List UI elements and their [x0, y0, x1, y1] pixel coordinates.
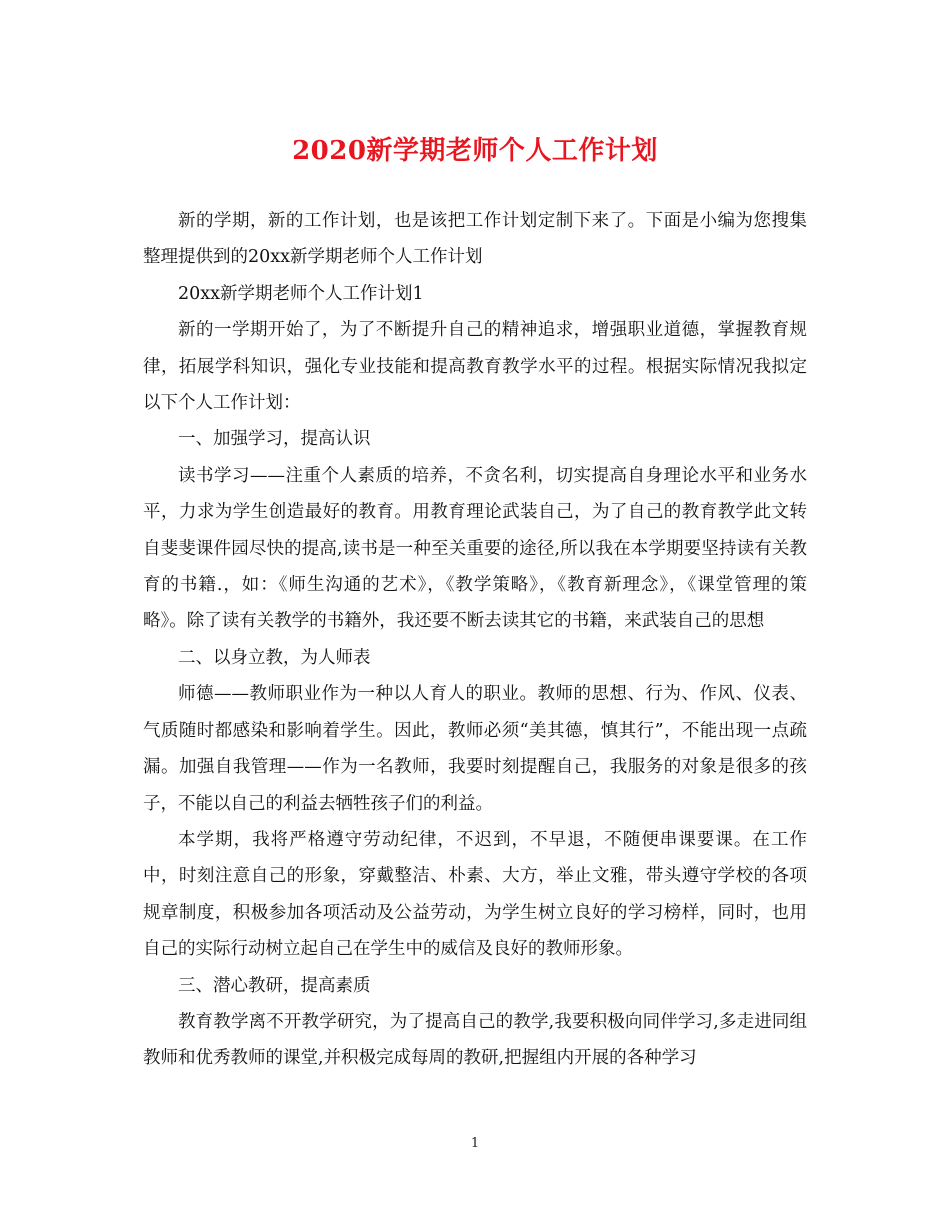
opening-paragraph: 新的一学期开始了，为了不断提升自己的精神追求，增强职业道德，掌握教育规律，拓展学科知识，强化专业技能和提高教育教学水平的过程。根据实际情况我拟定以下个人工作计划：	[143, 320, 807, 414]
intro-paragraph: 新的学期，新的工作计划，也是该把工作计划定制下来了。下面是小编为您搜集整理提供到的20xx新学期老师个人工作计划	[143, 211, 807, 268]
document-body	[143, 203, 807, 1077]
section-heading-2: 二、以身立教，为人师表	[178, 647, 371, 668]
plan-heading: 20xx新学期老师个人工作计划1	[178, 283, 424, 304]
page-number: 1	[470, 1136, 480, 1151]
section-heading-3: 三、潜心教研，提高素质	[178, 975, 371, 996]
section-heading-1: 一、加强学习，提高认识	[178, 429, 371, 450]
ethics-paragraph: 师德——教师职业作为一种以人育人的职业。教师的思想、行为、作风、仪表、气质随时都感染和影响着学生。因此，教师必须“美其德，慎其行”，不能出现一点疏漏。加强自我管理——作为一名教师，我要时刻提醒自己，我服务的对象是很多的孩子，不能以自己的利益去牺牲孩子们的利益。	[143, 684, 807, 814]
discipline-paragraph: 本学期，我将严格遵守劳动纪律，不迟到，不早退，不随便串课要课。在工作中，时刻注意自己的形象，穿戴整洁、朴素、大方，举止文雅，带头遵守学校的各项规章制度，积极参加各项活动及公益劳动，为学生树立良好的学习榜样，同时，也用自己的实际行动树立起自己在学生中的威信及良好的教师形象。	[143, 829, 807, 960]
research-paragraph: 教育教学离不开教学研究，为了提高自己的教学,我要积极向同伴学习,多走进同组教师和优秀教师的课堂,并积极完成每周的教研,把握组内开展的各种学习	[143, 1011, 807, 1069]
reading-paragraph: 读书学习——注重个人素质的培养，不贪名利，切实提高自身理论水平和业务水平，力求为学生创造最好的教育。用教育理论武装自己，为了自己的教育教学此文转自斐斐课件园尽快的提高,读书是一种至关重要的途径,所以我在本学期要坚持读有关教育的书籍.，如：《师生沟通的艺术》，《教学策略》，《教育新理念》，《课堂管理的策略》。除了读有关教学的书籍外，我还要不断去读其它的书籍，来武装自己的思想	[143, 465, 807, 632]
document-title: 2020新学期老师个人工作计划	[292, 136, 658, 166]
